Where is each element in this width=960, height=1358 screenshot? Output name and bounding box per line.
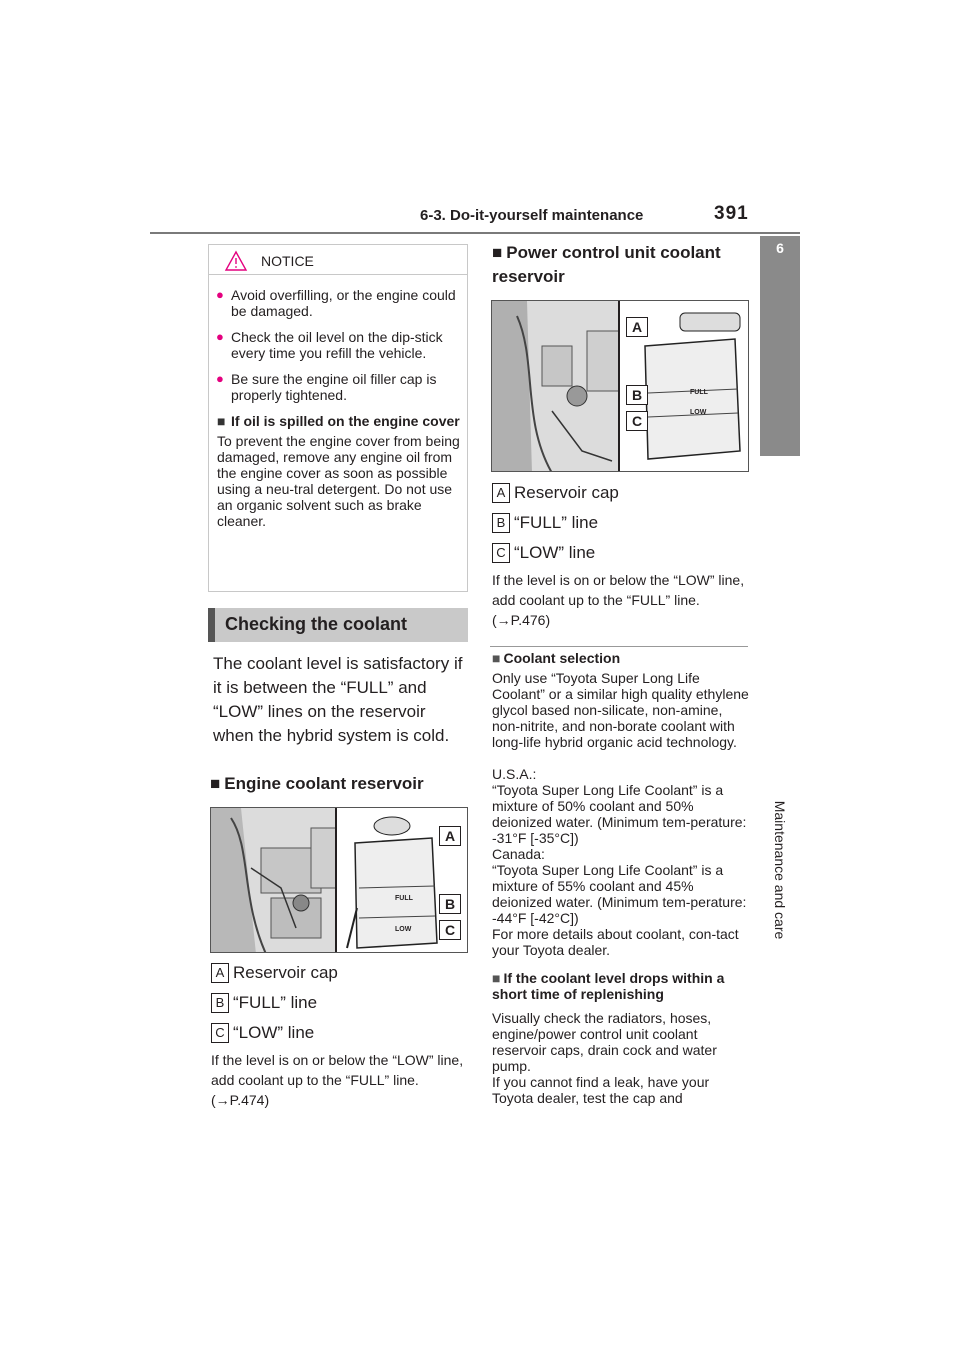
legend-key: A bbox=[211, 963, 229, 983]
legend-label: “LOW” line bbox=[233, 1023, 315, 1042]
engine-tank-low: LOW bbox=[395, 926, 412, 933]
legend-label: “FULL” line bbox=[233, 993, 318, 1012]
engine-callout-c: C bbox=[439, 920, 461, 940]
chapter-label: Maintenance and care bbox=[772, 800, 788, 940]
pcu-note: If the level is on or below the “LOW” line, add coolant up to the “FULL” line. (→P.476) bbox=[492, 572, 745, 628]
canada-text: “Toyota Super Long Life Coolant” is a mixture of 55% coolant and 45% deionized water. (Minimum tem-perature: -44°F [-42°C]) bbox=[492, 862, 747, 926]
warning-triangle-icon bbox=[224, 250, 248, 272]
engine-callout-a: A bbox=[439, 826, 461, 846]
pcu-tank-full: FULL bbox=[690, 389, 708, 396]
legend-label: Reservoir cap bbox=[514, 483, 619, 502]
pcu-callout-b: B bbox=[626, 385, 648, 405]
legend-label: “LOW” line bbox=[514, 543, 596, 562]
level-drops-heading: ■ If the coolant level drops within a short time of replenishing bbox=[492, 970, 750, 1002]
header-rule bbox=[150, 232, 800, 234]
pcu-callout-panel bbox=[618, 300, 749, 472]
notice-subheading: ■ If oil is spilled on the engine cover bbox=[217, 413, 461, 429]
legend-label: Reservoir cap bbox=[233, 963, 338, 982]
engine-reservoir-figure bbox=[210, 807, 468, 953]
level-drops-text: Visually check the radiators, hoses, engine/power control unit coolant reservoir caps, drain cock and water pump. bbox=[492, 1010, 717, 1074]
engine-callout-panel bbox=[335, 807, 468, 953]
pcu-callout-a: A bbox=[626, 317, 648, 337]
canada-label: Canada: bbox=[492, 846, 545, 862]
engine-heading: ■ Engine coolant reservoir bbox=[210, 772, 470, 796]
intro-paragraph: The coolant level is satisfactory if it is between the “FULL” and “LOW” lines on the reservoir when the hybrid system is cold. bbox=[213, 654, 463, 745]
level-drops-text-2: If you cannot find a leak, have your Toyota dealer, test the cap and bbox=[492, 1074, 710, 1106]
usa-text: “Toyota Super Long Life Coolant” is a mixture of 50% coolant and 50% deionized water. (Minimum tem-perature: -31°F [-35°C]) bbox=[492, 782, 747, 846]
section-heading-text: Checking the coolant bbox=[225, 614, 408, 634]
pcu-tank-low: LOW bbox=[690, 409, 707, 416]
page-header bbox=[150, 205, 800, 235]
section-title: 6-3. Do-it-yourself maintenance bbox=[420, 207, 644, 224]
notice-bullet: ● Check the oil level on the dip-stick every time you refill the vehicle. bbox=[217, 329, 461, 361]
notice-bullet: ● Be sure the engine oil filler cap is properly tightened. bbox=[217, 371, 461, 403]
coolant-more: For more details about coolant, con-tact your Toyota dealer. bbox=[492, 926, 739, 958]
pcu-callout-c: C bbox=[626, 411, 648, 431]
legend-key: B bbox=[492, 513, 510, 533]
notice-text: To prevent the engine cover from being damaged, remove any engine oil from the engine cover as soon as possible using a neu-tral detergent. Do not use an organic solvent such as brake cleaner. bbox=[217, 433, 460, 529]
legend-key: B bbox=[211, 993, 229, 1013]
notice-bullet: ● Avoid overfilling, or the engine could be damaged. bbox=[217, 287, 461, 319]
usa-label: U.S.A.: bbox=[492, 766, 537, 782]
engine-tank-full: FULL bbox=[395, 895, 413, 902]
chapter-number: 6 bbox=[776, 240, 784, 256]
legend-key: A bbox=[492, 483, 510, 503]
pcu-heading: ■ Power control unit coolant reservoir bbox=[492, 241, 742, 289]
notice-box bbox=[208, 244, 468, 592]
notice-header bbox=[209, 245, 467, 275]
legend-key: C bbox=[492, 543, 510, 563]
legend-label: “FULL” line bbox=[514, 513, 599, 532]
coolant-selection-heading: ■ Coolant selection bbox=[492, 650, 747, 666]
chapter-tab bbox=[760, 236, 800, 456]
section-heading bbox=[208, 608, 468, 642]
notice-title: NOTICE bbox=[261, 253, 314, 269]
coolant-selection-text: Only use “Toyota Super Long Life Coolant” or a similar high quality ethylene glycol based non-silicate, non-amine, non-nitrite, and non-borate coolant with long-life hybrid organic acid technology. bbox=[492, 670, 749, 750]
pcu-reservoir-figure bbox=[491, 300, 749, 472]
engine-callout-b: B bbox=[439, 894, 461, 914]
divider bbox=[490, 646, 748, 647]
engine-note: If the level is on or below the “LOW” line, add coolant up to the “FULL” line. (→P.474) bbox=[211, 1052, 464, 1108]
page-number: 391 bbox=[714, 203, 749, 224]
legend-key: C bbox=[211, 1023, 229, 1043]
